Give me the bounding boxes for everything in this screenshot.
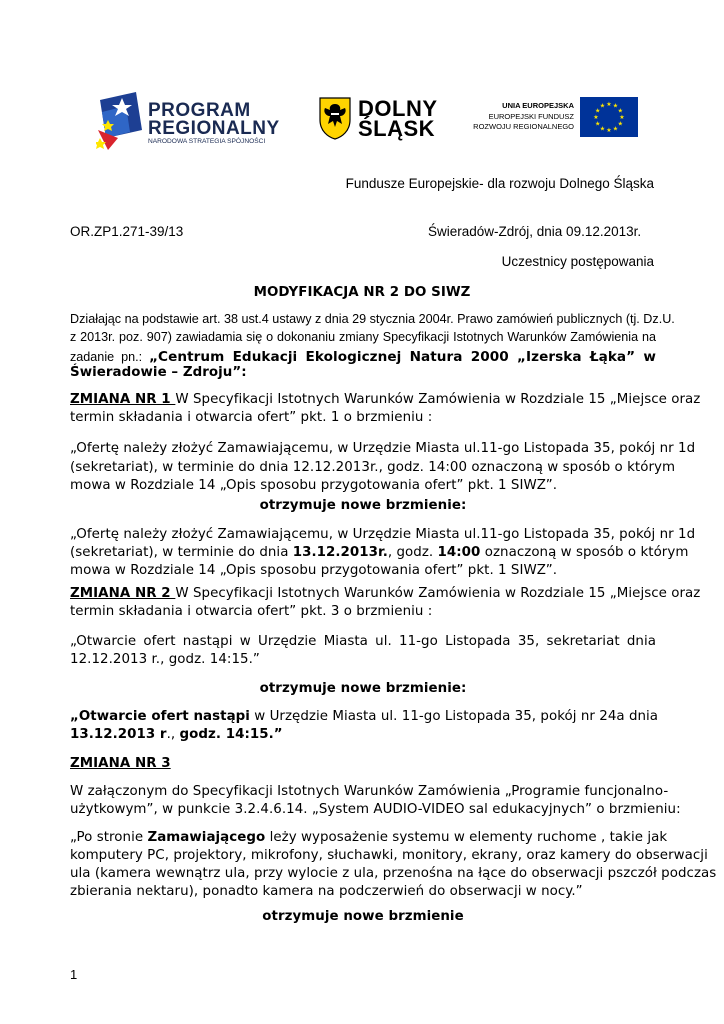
intro-line-4: Świeradowie – Zdroju”:	[70, 365, 247, 380]
dolny-logo-line1: DOLNY	[358, 96, 438, 121]
change-3-old-1-a: „Po stronie	[70, 830, 148, 845]
change-1-text: W Specyfikacji Istotnych Warunków Zamówienia w Rozdziale 15 „Miejsce oraz	[175, 392, 701, 407]
page-number: 1	[70, 967, 78, 982]
change-3-old-1-b: Zamawiającego	[147, 830, 266, 845]
svg-text:★: ★	[606, 101, 612, 108]
program-logo-line3: NARODOWA STRATEGIA SPÓJNOŚCI	[148, 138, 266, 145]
change-1-old-3: mowa w Rozdziale 14 „Opis sposobu przygotowania ofert” pkt. 1 SIWZ”.	[70, 478, 558, 493]
svg-text:★: ★	[612, 125, 619, 133]
change-2-new-time: godz. 14:15.”	[179, 727, 283, 742]
intro-line-3	[70, 346, 656, 365]
change-2-new-heading: otrzymuje nowe brzmienie:	[259, 681, 467, 696]
svg-text:★: ★	[606, 127, 612, 134]
svg-text:★: ★	[595, 107, 601, 115]
change-1-new-2-e: oznaczoną w sposób o którym	[480, 545, 689, 560]
change-1-new-2	[70, 545, 689, 560]
change-1-old-2: (sekretariat), w terminie do dnia 12.12.2013r., godz. 14:00 oznaczoną w sposób o którym	[70, 460, 676, 475]
svg-text:★: ★	[612, 102, 619, 110]
task-name: „Centrum Edukacji Ekologicznej Natura 2000 „Izerska Łąka” w	[149, 349, 657, 365]
change-2-line-1	[70, 586, 701, 601]
change-3-old-1-c: leży wyposażenie systemu w elementy ruchome , takie jak	[265, 830, 668, 845]
ue-logo-line3: ROZWOJU REGIONALNEGO	[473, 122, 574, 131]
dolny-slask-logo	[318, 96, 448, 140]
change-1-label: ZMIANA NR 1	[70, 392, 176, 407]
change-3-line-2: użytkowym”, w punkcie 3.2.4.6.14. „System AUDIO-VIDEO sal edukacyjnych” o brzmieniu:	[70, 802, 681, 817]
dolny-logo-line2: ŚLĄSK	[358, 116, 436, 141]
change-2-new-2	[70, 727, 656, 742]
change-2-new-1	[70, 709, 659, 724]
program-regionalny-logo	[96, 92, 296, 152]
change-3-new-heading: otrzymuje nowe brzmienie	[262, 909, 464, 924]
tagline: Fundusze Europejskie- dla rozwoju Dolnego Śląska	[345, 176, 654, 191]
change-2-new-1-b: w Urzędzie Miasta ul. 11-go Listopada 35, pokój nr 24a dnia	[249, 709, 659, 724]
change-1-new-date: 13.12.2013r.	[292, 545, 388, 560]
addressee: Uczestnicy postępowania	[501, 254, 654, 269]
program-logo-line2: REGIONALNY	[148, 118, 280, 139]
change-1-new-2-c: , godz.	[387, 545, 438, 560]
change-1-new-time: 14:00	[437, 545, 481, 560]
ue-logo-line1: UNIA EUROPEJSKA	[502, 101, 574, 110]
change-3-label: ZMIANA NR 3	[70, 756, 171, 771]
eu-flag-icon	[580, 97, 638, 137]
change-2-old-1: „Otwarcie ofert nastąpi w Urzędzie Miasta ul. 11-go Listopada 35, sekretariat dnia	[70, 634, 656, 649]
program-logo-line1: PROGRAM	[148, 100, 251, 121]
change-3-old-2: komputery PC, projektory, mikrofony, słuchawki, monitory, ekrany, oraz kamery do obserwacji	[70, 848, 708, 863]
document-reference: OR.ZP1.271-39/13	[70, 224, 184, 239]
dolny-slask-eagle-shield-icon	[318, 96, 352, 140]
change-3-old-1	[70, 830, 668, 845]
change-2-new-date: 13.12.2013 r	[70, 727, 167, 742]
change-1-new-1: „Ofertę należy złożyć Zamawiającemu, w Urzędzie Miasta ul.11-go Listopada 35, pokój nr 1d	[70, 527, 696, 542]
svg-text:★: ★	[617, 120, 623, 128]
program-regionalny-emblem-icon	[96, 92, 148, 152]
change-1-new-2-a: (sekretariat), w terminie do dnia	[70, 545, 293, 560]
change-2-old-2: 12.12.2013 r., godz. 14:15.”	[70, 652, 260, 667]
change-1-new-3: mowa w Rozdziale 14 „Opis sposobu przygotowania ofert” pkt. 1 SIWZ”.	[70, 563, 558, 578]
change-2-new-2-b: .,	[166, 727, 180, 742]
intro-task-prefix: zadanie pn.:	[70, 350, 150, 364]
svg-text:★: ★	[617, 107, 623, 115]
change-1-line-2: termin składania i otwarcia ofert” pkt. 1 o brzmieniu :	[70, 410, 433, 425]
change-2-text: W Specyfikacji Istotnych Warunków Zamówienia w Rozdziale 15 „Miejsce oraz	[175, 586, 701, 601]
eu-logo	[473, 97, 638, 139]
svg-text:★: ★	[599, 125, 606, 133]
change-1-old-1: „Ofertę należy złożyć Zamawiającemu, w Urzędzie Miasta ul.11-go Listopada 35, pokój nr 1d	[70, 441, 696, 456]
document-title: MODYFIKACJA NR 2 DO SIWZ	[253, 285, 471, 300]
intro-line-1: Działając na podstawie art. 38 ust.4 ustawy z dnia 29 stycznia 2004r. Prawo zamówień publicznych (tj. Dz.U.	[70, 312, 675, 326]
change-1-new-heading: otrzymuje nowe brzmienie:	[259, 498, 467, 513]
change-1-line-1	[70, 392, 701, 407]
change-3-line-1: W załączonym do Specyfikacji Istotnych Warunków Zamówienia „Programie funcjonalno-	[70, 784, 669, 799]
change-2-label: ZMIANA NR 2	[70, 586, 176, 601]
svg-text:★: ★	[595, 120, 601, 128]
change-2-line-2: termin składania i otwarcia ofert” pkt. 3 o brzmieniu :	[70, 604, 433, 619]
ue-logo-line2: EUROPEJSKI FUNDUSZ	[488, 112, 574, 121]
change-2-new-1-a: „Otwarcie ofert nastąpi	[70, 709, 250, 724]
svg-text:★: ★	[593, 114, 599, 121]
intro-line-2: z 2013r. poz. 907) zawiadamia się o dokonaniu zmiany Specyfikacji Istotnych Warunków Zamówienia na	[70, 330, 656, 344]
svg-text:★: ★	[599, 102, 606, 110]
change-3-old-3: ula (kamera wewnątrz ula, przy wylocie z ula, przenośna na łące do obserwacji pszczół podczas	[70, 866, 717, 881]
place-and-date: Świeradów-Zdrój, dnia 09.12.2013r.	[428, 224, 642, 239]
change-3-old-4: zbierania nektaru), ponadto kamera na podczerwień do obserwacji w nocy.”	[70, 884, 583, 899]
svg-text:★: ★	[619, 114, 625, 121]
